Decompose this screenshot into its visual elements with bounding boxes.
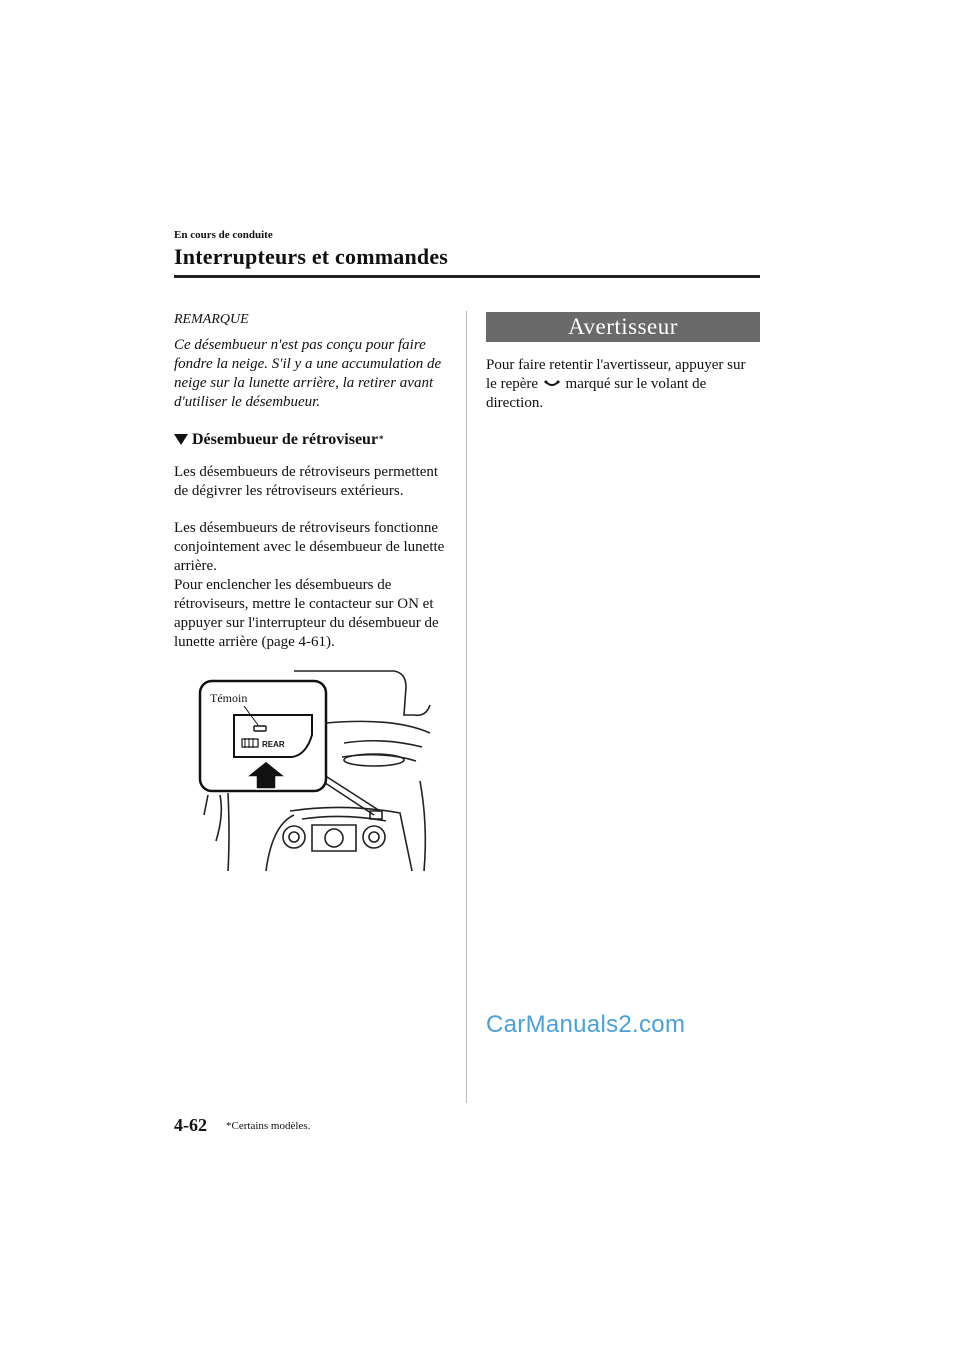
horn-text-before: Pour faire retentir l'avertisseur, appuyer sur le repère: [486, 357, 746, 392]
subheading: [174, 430, 446, 449]
paragraph-2: Les désembueurs de rétroviseurs fonctionne conjointement avec le désembueur de lunette arrière.: [174, 520, 445, 574]
indicator-label: Témoin: [210, 691, 248, 705]
paragraph-1: Les désembueurs de rétroviseurs permettent de dégivrer les rétroviseurs extérieurs.: [174, 464, 439, 499]
mirror-defroster-illustration: [194, 665, 436, 873]
paragraph-3: Pour enclencher les désembueurs de rétroviseurs, mettre le contacteur sur ON et appuyer sur l'interrupteur du désembueur de lunette arrière (page 4-61).: [174, 577, 439, 650]
horn-text-after: marqué sur le volant de direction.: [486, 376, 707, 411]
section-kicker: En cours de conduite: [174, 229, 273, 241]
header-rule: [174, 275, 760, 278]
section-banner: Avertisseur: [486, 312, 760, 342]
horn-icon: [544, 380, 560, 390]
right-column: [486, 312, 760, 413]
triangle-bullet-icon: [174, 434, 188, 445]
chapter-title: Interrupteurs et commandes: [174, 244, 449, 269]
footer-note: *Certains modèles.: [226, 1120, 311, 1132]
watermark: CarManuals2.com: [486, 1011, 686, 1038]
left-column: [174, 310, 446, 652]
page-number: 4-62: [174, 1115, 207, 1135]
note-title: REMARQUE: [174, 312, 249, 327]
column-divider: [466, 311, 467, 1103]
note-body: Ce désembueur n'est pas conçu pour faire fondre la neige. S'il y a une accumulation de neige sur la lunette arrière, la retirer avant d'utiliser le désembueur.: [174, 337, 442, 410]
button-text: REAR: [262, 740, 285, 749]
dashboard-drawing: [194, 665, 436, 873]
subheading-text: Désembueur de rétroviseur: [192, 431, 379, 448]
subheading-mark: *: [379, 434, 384, 444]
horn-instructions: [486, 356, 760, 413]
